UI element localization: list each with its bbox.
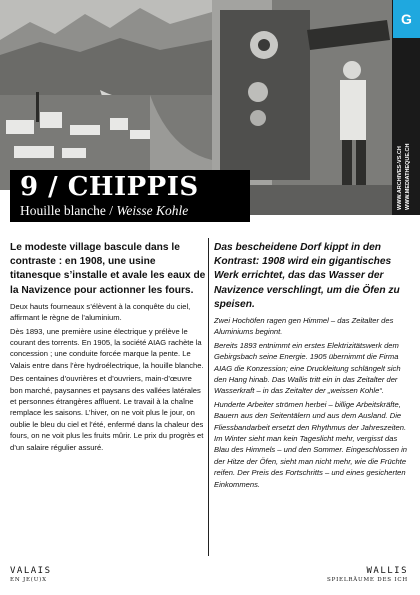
footer-right-sub: SPIELRÄUME DES ICH [327, 577, 408, 583]
subtitle-de: Weisse Kohle [116, 203, 189, 218]
footer-logo-wallis [327, 566, 408, 583]
column-divider [208, 238, 209, 556]
footer-logo-valais [10, 566, 52, 583]
french-paragraph: Des centaines d’ouvrières et d’ouvriers, main-d’œuvre bon marché, paysannes et paysans des vallées latérales et personnes étrangères affluent. Le travail à la chaîne remplace les saisons. L’hiver, on ne voit plus le jour, on oublie le bleu du ciel et l’été, enfermé dans la chaleur des fours, on ne voit plus les fruits mûrir. Le prix du progrès et d’un salaire régulier assuré. [10, 374, 204, 452]
french-lead: Le modeste village bascule dans le contraste : en 1908, une usine titanesque s’installe et avale les eaux de la Navizence pour actionner les fours. [10, 242, 206, 296]
photo-credits [396, 120, 414, 210]
french-paragraph: Dès 1893, une première usine électrique y prélève le courant des torrents. En 1905, la société AIAG rachète la concession ; une conduite forcée marque la pente. Le Valais entre dans l’ère hydroélectrique, la houille blanche. [10, 326, 204, 370]
section-badge: G [393, 0, 420, 38]
archive-photo-village [0, 0, 212, 190]
french-paragraph: Deux hauts fourneaux s’élèvent à la conquête du ciel, affirmant le règne de l’aluminium. [10, 301, 191, 323]
german-paragraph: Bereits 1893 entnimmt ein erstes Elektrizitätswerk dem Gebirgsbach seine Energie. 1905 übernimmt die Firma AIAG die Konzession; eine Druckleitung schlängelt sich den Hang hinab. Das Wallis tritt ein in das Zeitalter der Wasserkraft – in das Zeitalter der „weissen Kohle“. [214, 340, 401, 396]
photo-credit-1: WWW.ARCHIVES-VS.CH [397, 146, 403, 210]
title-block [10, 170, 250, 222]
german-lead: Das bescheidene Dorf kippt in den Kontrast: 1908 wird ein gigantisches Werk errichtet, das das Wasser der Navizence verschlingt, um die Öfen zu speisen. [214, 242, 400, 310]
french-column [10, 241, 206, 455]
page-title: 9 / CHIPPIS [20, 172, 199, 202]
footer-left-main: VALAIS [10, 566, 52, 576]
village-photo-illustration [0, 0, 212, 190]
german-column [214, 241, 410, 492]
footer-right-main: WALLIS [366, 566, 408, 576]
photo-credit-2: WWW.MEDIATHEQUE.CH [405, 143, 411, 210]
german-paragraph: Hunderte Arbeiter strömen herbei – billige Arbeitskräfte, Bauern aus den Seitentälern und aus dem Ausland. Die Fliessbandarbeit ersetzt den Rhythmus der Jahreszeiten. Im Winter sieht man kein Tageslicht mehr, vergisst das Blau des Himmels – und den Sommer. Eingeschlossen in der Hitze der Öfen, sieht man nicht mehr, wie die Früchte reifen. Der Preis des Fortschritts – und eines gesicherten Einkommens. [214, 399, 408, 489]
footer-left-sub: EN JE(U)X [10, 577, 47, 583]
german-paragraph: Zwei Hochöfen ragen gen Himmel – das Zeitalter des Aluminiums beginnt. [214, 316, 394, 337]
subtitle-fr: Houille blanche / [20, 203, 113, 218]
page-subtitle [20, 203, 188, 219]
